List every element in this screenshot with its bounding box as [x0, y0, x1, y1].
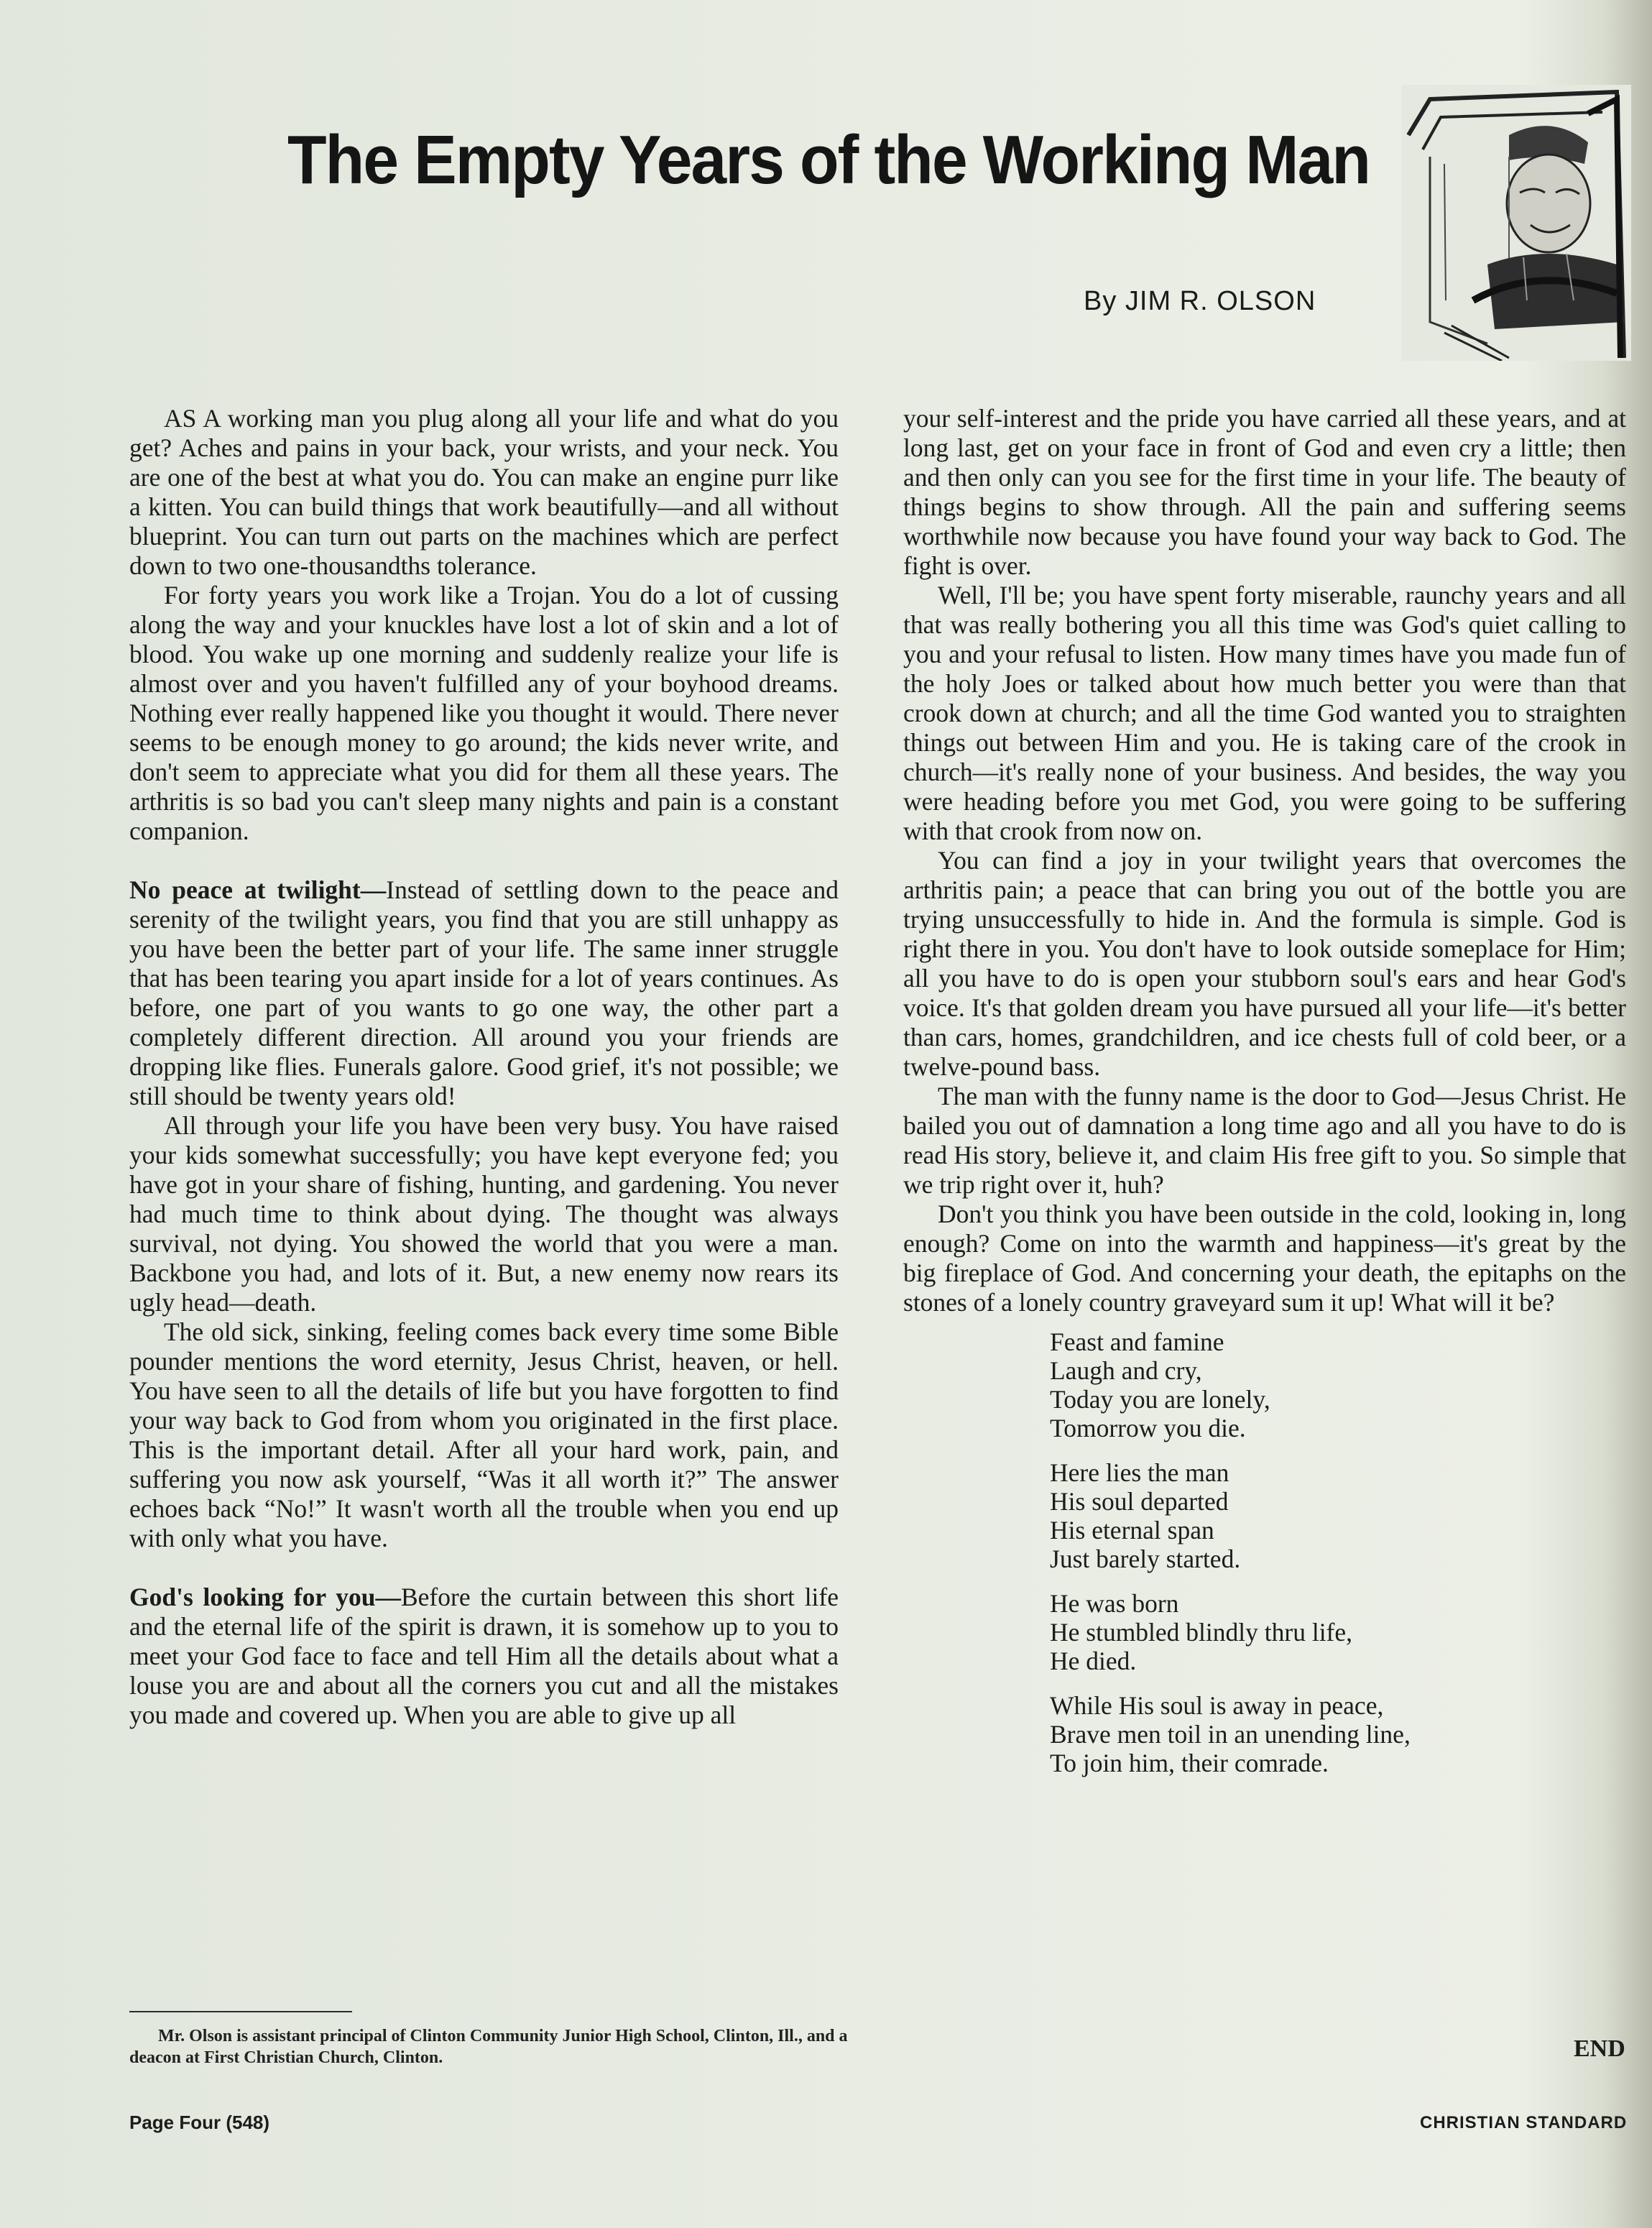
subheading: God's looking for you— [129, 1583, 401, 1611]
poem-line: Feast and famine [1050, 1327, 1224, 1356]
poem-stanza [1050, 1327, 1626, 1442]
poem-line: His eternal span [1050, 1516, 1214, 1545]
subheading: No peace at twilight— [129, 875, 387, 904]
poem-line: Tomorrow you die. [1050, 1414, 1246, 1442]
paragraph [129, 1583, 839, 1730]
author-footnote: Mr. Olson is assistant principal of Clinton Community Junior High School, Clinton, Ill., and a deacon at First Christian Church, Clinton. [129, 2027, 848, 2067]
poem-stanza [1050, 1691, 1626, 1777]
paragraph: your self-interest and the pride you have carried all these years, and at long last, get on your face in front of God and even cry a little; then and then only can you see for the first time in your life. The beauty of things begins to show through. All the pain and suffering seems worthwhile now because you have found your way back to God. The fight is over. [903, 404, 1626, 580]
poem-line: While His soul is away in peace, [1050, 1691, 1384, 1720]
poem-line: His soul departed [1050, 1487, 1229, 1516]
poem-line: To join him, their comrade. [1050, 1749, 1329, 1777]
paragraph [129, 875, 839, 1111]
paragraph-text: Before the curtain between this short life and the eternal life of the spirit is drawn, it is somehow up to you to meet your God face to face and tell Him all the details about what a louse you are and about all the corners you cut and all the mistakes you made and covered up. When you are able to give up all [129, 1583, 839, 1729]
epitaph-poem [1050, 1327, 1626, 1777]
left-column [129, 404, 839, 1730]
paragraph: The old sick, sinking, feeling comes back every time some Bible pounder mentions the word eternity, Jesus Christ, heaven, or hell. You have seen to all the details of life but you have forgotten to find your way back to God from whom you originated in the first place. This is the important detail. After all your hard work, pain, and suffering you now ask yourself, “Was it all worth it?” The answer echoes back “No!” It wasn't worth all the trouble when you end up with only what you have. [129, 1317, 839, 1552]
paragraph: AS A working man you plug along all your life and what do you get? Aches and pains in your back, your wrists, and your neck. You are one of the best at what you do. You can make an engine purr like a kitten. You can build things that work beautifully—and all without blueprint. You can turn out parts on the machines which are perfect down to two one-thousandths tolerance. [129, 404, 839, 580]
poem-line: Brave men toil in an unending line, [1050, 1720, 1411, 1749]
paragraph: Well, I'll be; you have spent forty miserable, raunchy years and all that was really bothering you all this time was God's quiet calling to you and your refusal to listen. How many times have you made fun of the holy Joes or talked about how much better you were than that crook down at church; and all the time God wanted you to straighten things out between Him and you. He is taking care of the crook in church—it's really none of your business. And besides, the way you were heading before you met God, you were going to be suffering with that crook from now on. [903, 581, 1626, 845]
right-column [903, 404, 1626, 1793]
publication-name: CHRISTIAN STANDARD [1420, 2113, 1628, 2132]
poem-line: Here lies the man [1050, 1458, 1229, 1487]
paragraph: You can find a joy in your twilight years that overcomes the arthritis pain; a peace that can bring you out of the bottle you are trying unsuccessfully to hide in. And the formula is simple. God is right there in you. You don't have to look outside someplace for Him; all you have to do is open your stubborn soul's ears and hear God's voice. It's that golden dream you have pursued all your life—it's better than cars, homes, grandchildren, and ice chests full of cold beer, or a twelve-pound bass. [903, 846, 1626, 1081]
man-at-wheel-illustration [1401, 85, 1631, 361]
paragraph: The man with the funny name is the door to God—Jesus Christ. He bailed you out of damnation a long time ago and all you have to do is read His story, believe it, and claim His free gift to you. So simple that we trip right over it, huh? [903, 1082, 1626, 1199]
poem-line: He stumbled blindly thru life, [1050, 1618, 1353, 1647]
poem-stanza [1050, 1458, 1626, 1573]
end-mark: END [1574, 2035, 1625, 2062]
poem-line: He was born [1050, 1589, 1179, 1618]
poem-line: He died. [1050, 1647, 1137, 1675]
byline: By JIM R. OLSON [1084, 286, 1316, 316]
paragraph: For forty years you work like a Trojan. You do a lot of cussing along the way and your knuckles have lost a lot of skin and a lot of blood. You wake up one morning and suddenly realize your life is almost over and you haven't fulfilled any of your boyhood dreams. Nothing ever really happened like you thought it would. There never seems to be enough money to go around; the kids never write, and don't seem to appreciate what you did for them all these years. The arthritis is so bad you can't sleep many nights and pain is a constant companion. [129, 581, 839, 845]
paragraph-text: Instead of settling down to the peace and serenity of the twilight years, you find that you are still unhappy as you have been the better part of your life. The same inner struggle that has been tearing you apart inside for a lot of years continues. As before, one part of you wants to go one way, the other part a completely different direction. All around you your friends are dropping like flies. Funerals galore. Good grief, it's not possible; we still should be twenty years old! [129, 875, 839, 1110]
poem-line: Just barely started. [1050, 1545, 1241, 1573]
poem-line: Laugh and cry, [1050, 1356, 1202, 1385]
article-title: The Empty Years of the Working Man [287, 121, 1370, 198]
poem-stanza [1050, 1589, 1626, 1675]
page-folio: Page Four (548) [129, 2112, 270, 2133]
paragraph: All through your life you have been very busy. You have raised your kids somewhat successfully; you have kept everyone fed; you have got in your share of fishing, hunting, and gardening. You never had much time to think about dying. The thought was always survival, not dying. You showed the world that you were a man. Backbone you had, and lots of it. But, a new enemy now rears its ugly head—death. [129, 1111, 839, 1317]
paragraph: Don't you think you have been outside in the cold, looking in, long enough? Come on into the warmth and happiness—it's great by the big fireplace of God. And concerning your death, the epitaphs on the stones of a lonely country graveyard sum it up! What will it be? [903, 1200, 1626, 1317]
footnote-divider [129, 2011, 352, 2012]
poem-line: Today you are lonely, [1050, 1385, 1270, 1414]
